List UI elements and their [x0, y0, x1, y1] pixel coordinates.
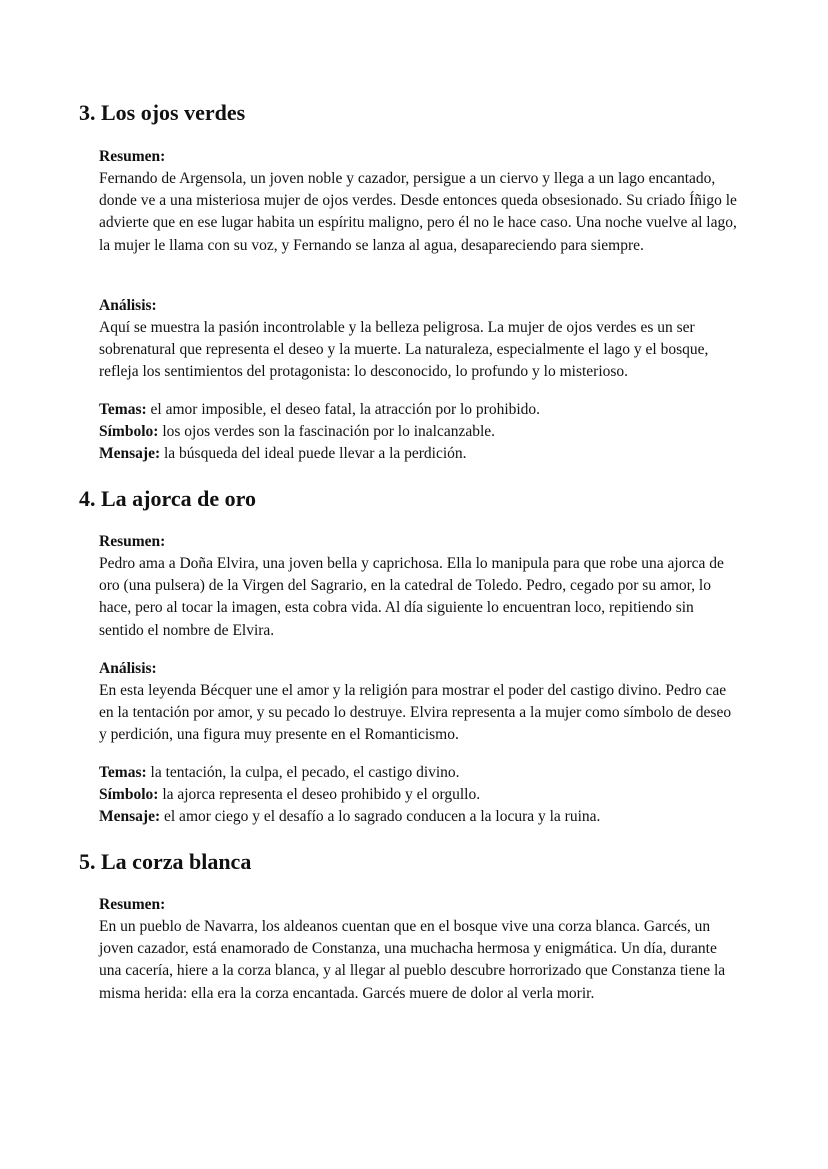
temas-text: el amor imposible, el deseo fatal, la atracción por lo prohibido.	[146, 401, 541, 418]
mensaje-text: el amor ciego y el desafío a lo sagrado conducen a la locura y la ruina.	[160, 808, 601, 826]
mensaje-label: Mensaje:	[99, 445, 161, 463]
resumen-text: Fernando de Argensola, un joven noble y cazador, persigue a un ciervo y llega a un lago encantado, donde ve a una misteriosa mujer de ojos verdes. Desde entonces queda obsesionado. Su criado Íñigo le advierte que en ese lugar habita un espíritu maligno, pero él no le hace caso. Una noche vuelve al lago, la mujer le llama con su voz, y Fernando se lanza al agua, desapareciendo para siempre.	[99, 170, 737, 254]
mensaje-text: la búsqueda del ideal puede llevar a la perdición.	[160, 445, 467, 463]
temas-label: Temas:	[99, 764, 147, 781]
summary-list	[99, 399, 739, 466]
section-title: 4. La ajorca de oro	[79, 486, 256, 511]
mensaje-label: Mensaje:	[99, 808, 161, 826]
resumen-text: En un pueblo de Navarra, los aldeanos cuentan que en el bosque vive una corza blanca. Garcés, un joven cazador, está enamorado de Constanza, una muchacha hermosa y enigmática. Un día, durante una cacería, hiere a la corza blanca, y al llegar al pueblo descubre horrorizado que Constanza tiene la misma herida: ella era la corza encantada. Garcés muere de dolor al verla morir.	[99, 918, 726, 1002]
section-title: 3. Los ojos verdes	[79, 100, 246, 125]
mensaje-line	[99, 443, 739, 465]
summary-list	[99, 762, 739, 829]
resumen-label: Resumen:	[99, 533, 166, 550]
analisis-text: En esta leyenda Bécquer une el amor y la religión para mostrar el poder del castigo divino. Pedro cae en la tentación por amor, y su pecado lo destruye. Elvira representa a la mujer como símbolo de deseo y perdición, una figura muy presente en el Romanticismo.	[99, 682, 732, 744]
resumen-block	[99, 146, 739, 257]
resumen-label: Resumen:	[99, 148, 166, 165]
analisis-label: Análisis:	[99, 660, 157, 677]
simbolo-label: Símbolo:	[99, 786, 159, 804]
analisis-label: Análisis:	[99, 297, 157, 314]
analisis-text: Aquí se muestra la pasión incontrolable y la belleza peligrosa. La mujer de ojos verdes es un ser sobrenatural que representa el deseo y la muerte. La naturaleza, especialmente el lago y el bosque, refleja los sentimientos del protagonista: lo desconocido, lo profundo y lo misterioso.	[99, 319, 709, 381]
simbolo-line	[99, 784, 739, 806]
resumen-block	[99, 531, 739, 642]
analisis-block	[99, 295, 739, 384]
temas-line	[99, 762, 739, 784]
section-title: 5. La corza blanca	[79, 849, 252, 874]
simbolo-label: Símbolo:	[99, 423, 159, 441]
temas-text: la tentación, la culpa, el pecado, el castigo divino.	[146, 764, 460, 781]
resumen-label: Resumen:	[99, 896, 166, 913]
resumen-text: Pedro ama a Doña Elvira, una joven bella y caprichosa. Ella lo manipula para que robe una ajorca de oro (una pulsera) de la Virgen del Sagrario, en la catedral de Toledo. Pedro, cegado por su amor, lo hace, pero al tocar la imagen, esta cobra vida. Al día siguiente lo encuentran loco, repitiendo sin sentido el nombre de Elvira.	[99, 555, 724, 639]
temas-line	[99, 399, 739, 421]
resumen-block	[99, 894, 739, 1005]
simbolo-text: la ajorca representa el deseo prohibido y el orgullo.	[158, 786, 481, 804]
temas-label: Temas:	[99, 401, 147, 418]
analisis-block	[99, 658, 739, 747]
mensaje-line	[99, 806, 739, 828]
simbolo-line	[99, 421, 739, 443]
simbolo-text: los ojos verdes son la fascinación por lo inalcanzable.	[158, 423, 496, 441]
